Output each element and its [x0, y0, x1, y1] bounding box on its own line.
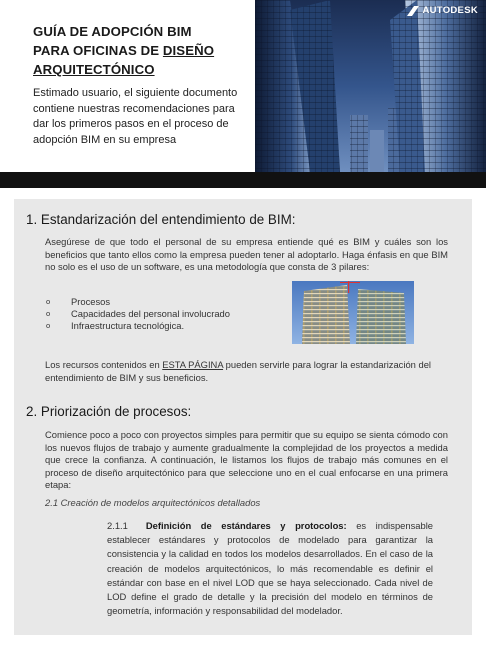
item-number: 2.1.1: [107, 520, 128, 531]
section-1-heading: 1. Estandarización del entendimiento de BIM:: [26, 212, 296, 227]
intro-text: Estimado usuario, el siguiente documento contiene nuestras recomendaciones para dar los primeros pasos en el proceso de adopción BIM en su empresa: [33, 87, 238, 146]
resources-text-start: Los recursos contenidos en: [45, 359, 163, 370]
title-line-1: GUÍA DE ADOPCIÓN BIM: [33, 24, 192, 39]
item-text: es indispensable establecer estándares y protocolos de modelado para garantizar la consistencia y la calidad en todos los modelos desarrollados. En el caso de la creación de modelos arquitectónicos, lo más recomendable es definir el estándar con base en el nivel LOD que se haya seleccionado. Cada nivel de LOD define el grado de detalle y la precisión del modelo en términos de geometría, información y responsabilidad del modelador.: [107, 520, 433, 617]
autodesk-mark-icon: [407, 6, 419, 16]
resources-paragraph: [45, 359, 445, 384]
list-item-label: Procesos: [71, 296, 111, 307]
bullet-icon: o: [46, 320, 51, 330]
resources-text-end: pueden servirle para lograr la estandarización del entendimiento de BIM y sus beneficios.: [45, 359, 431, 383]
pillars-list: [46, 296, 230, 331]
item-title: Definición de estándares y protocolos:: [145, 520, 347, 531]
list-item-label: Infraestructura tecnológica.: [71, 319, 185, 331]
document-header: [33, 22, 253, 148]
bullet-icon: o: [46, 308, 51, 318]
section-2-heading: 2. Priorización de procesos:: [26, 404, 192, 419]
title-line-2: PARA OFICINAS DE: [33, 43, 163, 58]
section-2-paragraph: Comience poco a poco con proyectos simples para permitir que su equipo se sienta cómodo con los nuevos flujos de trabajo y aumente gradualmente la complejidad de los proyectos a medida que crece la confianza. A continuación, le listamos los flujos de trabajo más comunes en el proceso de diseño arquitectónico para que seleccione uno en el cual enfocarse en una primera etapa:: [45, 429, 448, 490]
title-line-3: ARQUITECTÓNICO: [33, 62, 155, 77]
header-diagonal-shape: [0, 160, 486, 190]
esta-pagina-link[interactable]: ESTA PÁGINA: [162, 359, 224, 370]
autodesk-logo: [407, 5, 478, 16]
bullet-icon: o: [46, 297, 51, 306]
list-item: [46, 296, 230, 308]
document-title: [33, 22, 253, 79]
standards-paragraph: [107, 519, 433, 618]
list-item-label: Capacidades del personal involucrado: [71, 307, 230, 319]
section-1-paragraph: Asegúrese de que todo el personal de su empresa entiende qué es BIM y cuáles son los beneficios que tanto ellos como la empresa pueden tener al adoptarlo. Haga énfasis en que BIM no solo es el uso de un software, es una metodología que consta de 3 pilares:: [45, 236, 448, 272]
building-construction-photo: [292, 281, 414, 344]
list-item: [46, 308, 230, 320]
subsection-heading: 2.1 Creación de modelos arquitectónicos detallados: [45, 497, 261, 508]
brand-name: AUTODESK: [422, 5, 478, 16]
title-underlined-word: DISEÑO: [162, 43, 215, 58]
list-item: [46, 320, 230, 332]
cityscape-photo: [255, 0, 486, 172]
